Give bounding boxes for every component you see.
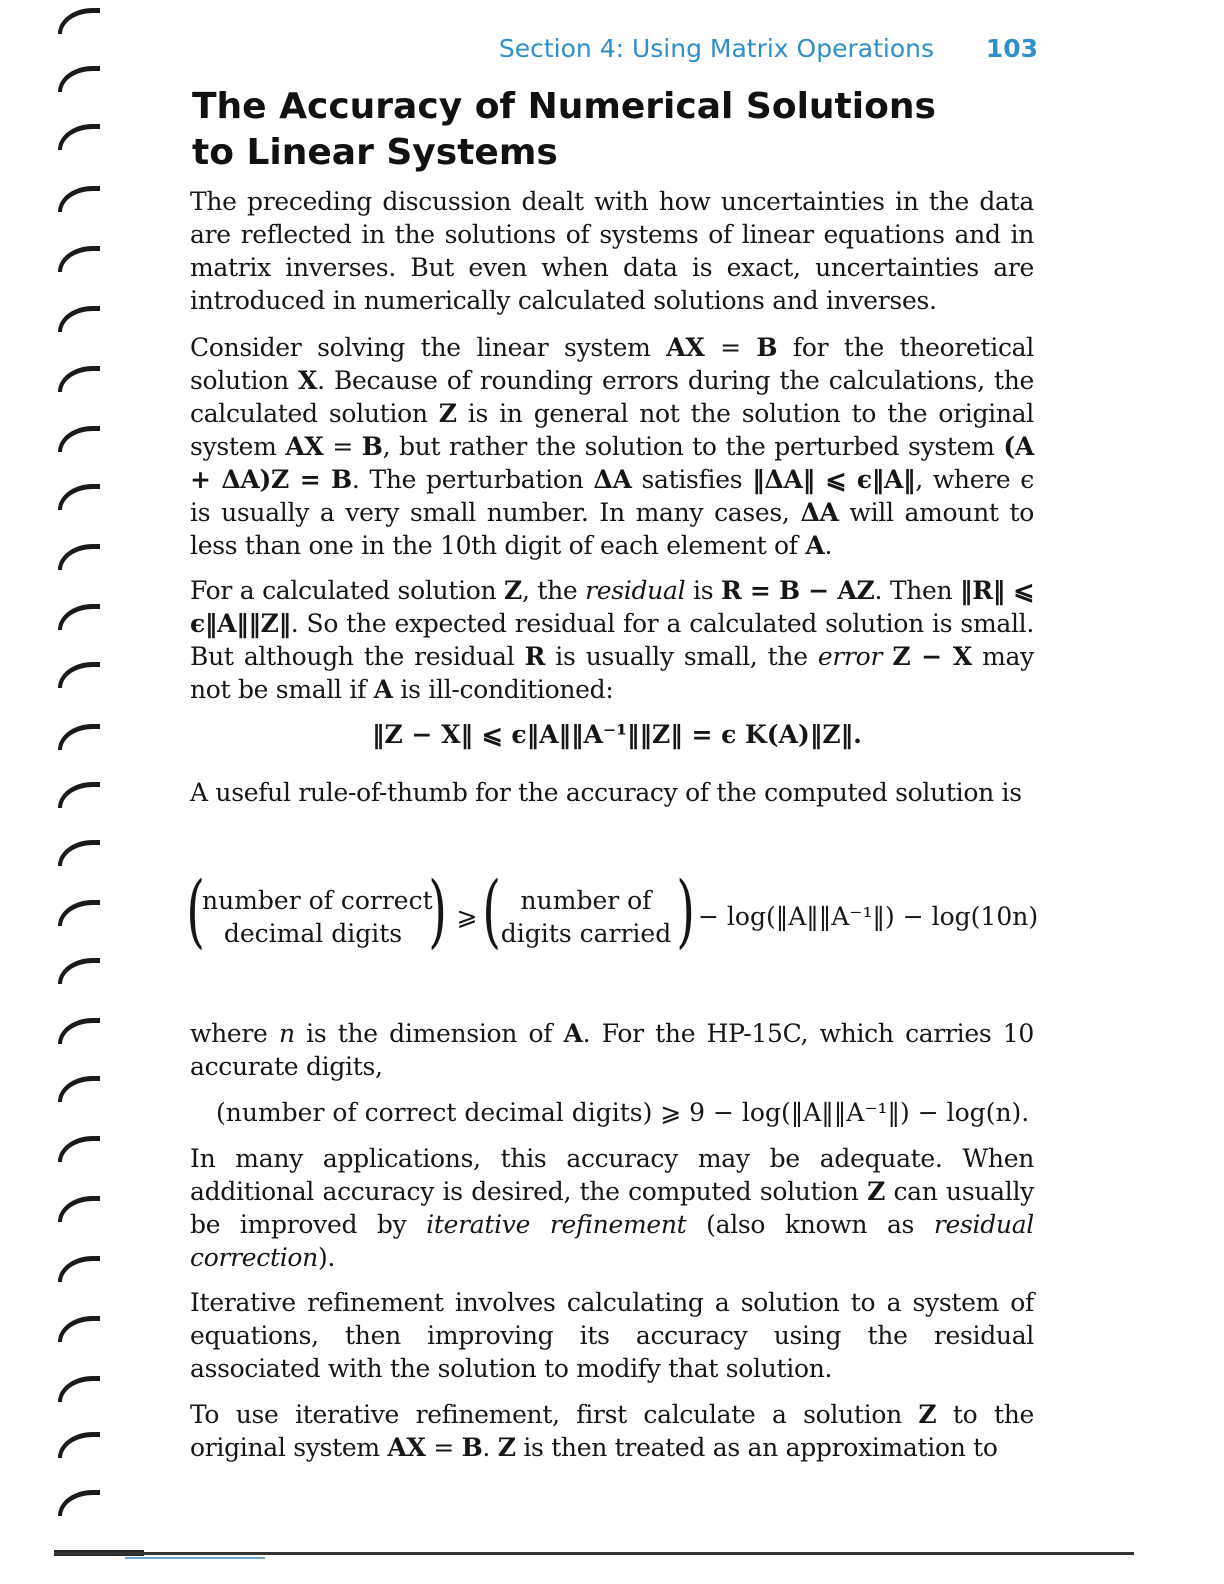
page-number: 103 <box>985 34 1038 63</box>
page-bottom-accent <box>125 1557 265 1559</box>
paragraph-7: Iterative refinement involves calculating a solution to a system of equations, then improving its accuracy using the residual associated with the solution to modify that solution. <box>190 1288 1034 1383</box>
paragraph-6: In many applications, this accuracy may be adequate. When additional accuracy is desired, the computed solution Z can usually be improved by iterative refinement (also known as residual correction). <box>190 1144 1035 1272</box>
equation-error-bound: ‖Z − X‖ ⩽ ϵ‖A‖‖A⁻¹‖‖Z‖ = ϵ K(A)‖Z‖. <box>372 720 862 749</box>
paragraph-2: Consider solving the linear system AX = B for the theoretical solution X. Because of rounding errors during the calculations, the calculated solution Z is in general not the solution to the original system AX = B, but rather the solution to the perturbed system (A + ΔA)Z = B. The perturbation ΔA satisfies ‖ΔA‖ ⩽ ϵ‖A‖, where ϵ is usually a very small number. In many cases, ΔA will amount to less than one in the 10th digit of each element of A. <box>190 333 1035 560</box>
rule-of-thumb-formula: ( number of correct decimal digits ) ⩾ ( number of digits carried ) − log(‖A‖‖A⁻¹‖) − log(10n) <box>186 864 1039 957</box>
section-title: Section 4: Using Matrix Operations <box>498 34 934 63</box>
spiral-binding <box>58 0 108 1584</box>
running-header <box>190 34 1040 70</box>
paragraph-4: A useful rule-of-thumb for the accuracy of the computed solution is <box>190 778 1022 807</box>
paragraph-8: To use iterative refinement, first calculate a solution Z to the original system AX = B. Z is then treated as an approximation to <box>190 1400 1034 1462</box>
paragraph-5: where n is the dimension of A. For the HP-15C, which carries 10 accurate digits, <box>190 1019 1034 1081</box>
equation-hp15c-accuracy: (number of correct decimal digits) ⩾ 9 − log(‖A‖‖A⁻¹‖) − log(n). <box>216 1098 1030 1127</box>
paragraph-1: The preceding discussion dealt with how uncertainties in the data are reflected in the solutions of systems of linear equations and in matrix inverses. But even when data is exact, uncertainties are introduced in numerically calculated solutions and inverses. <box>190 187 1034 315</box>
paragraph-3: For a calculated solution Z, the residual is R = B − AZ. Then ‖R‖ ⩽ ϵ‖A‖‖Z‖. So the expected residual for a calculated solution is small. But although the residual R is usually small, the error Z − X may not be small if A is ill-conditioned: <box>190 576 1035 704</box>
page-bottom-rule <box>54 1552 1134 1555</box>
page-title: The Accuracy of Numerical Solutions to Linear Systems <box>192 86 936 173</box>
